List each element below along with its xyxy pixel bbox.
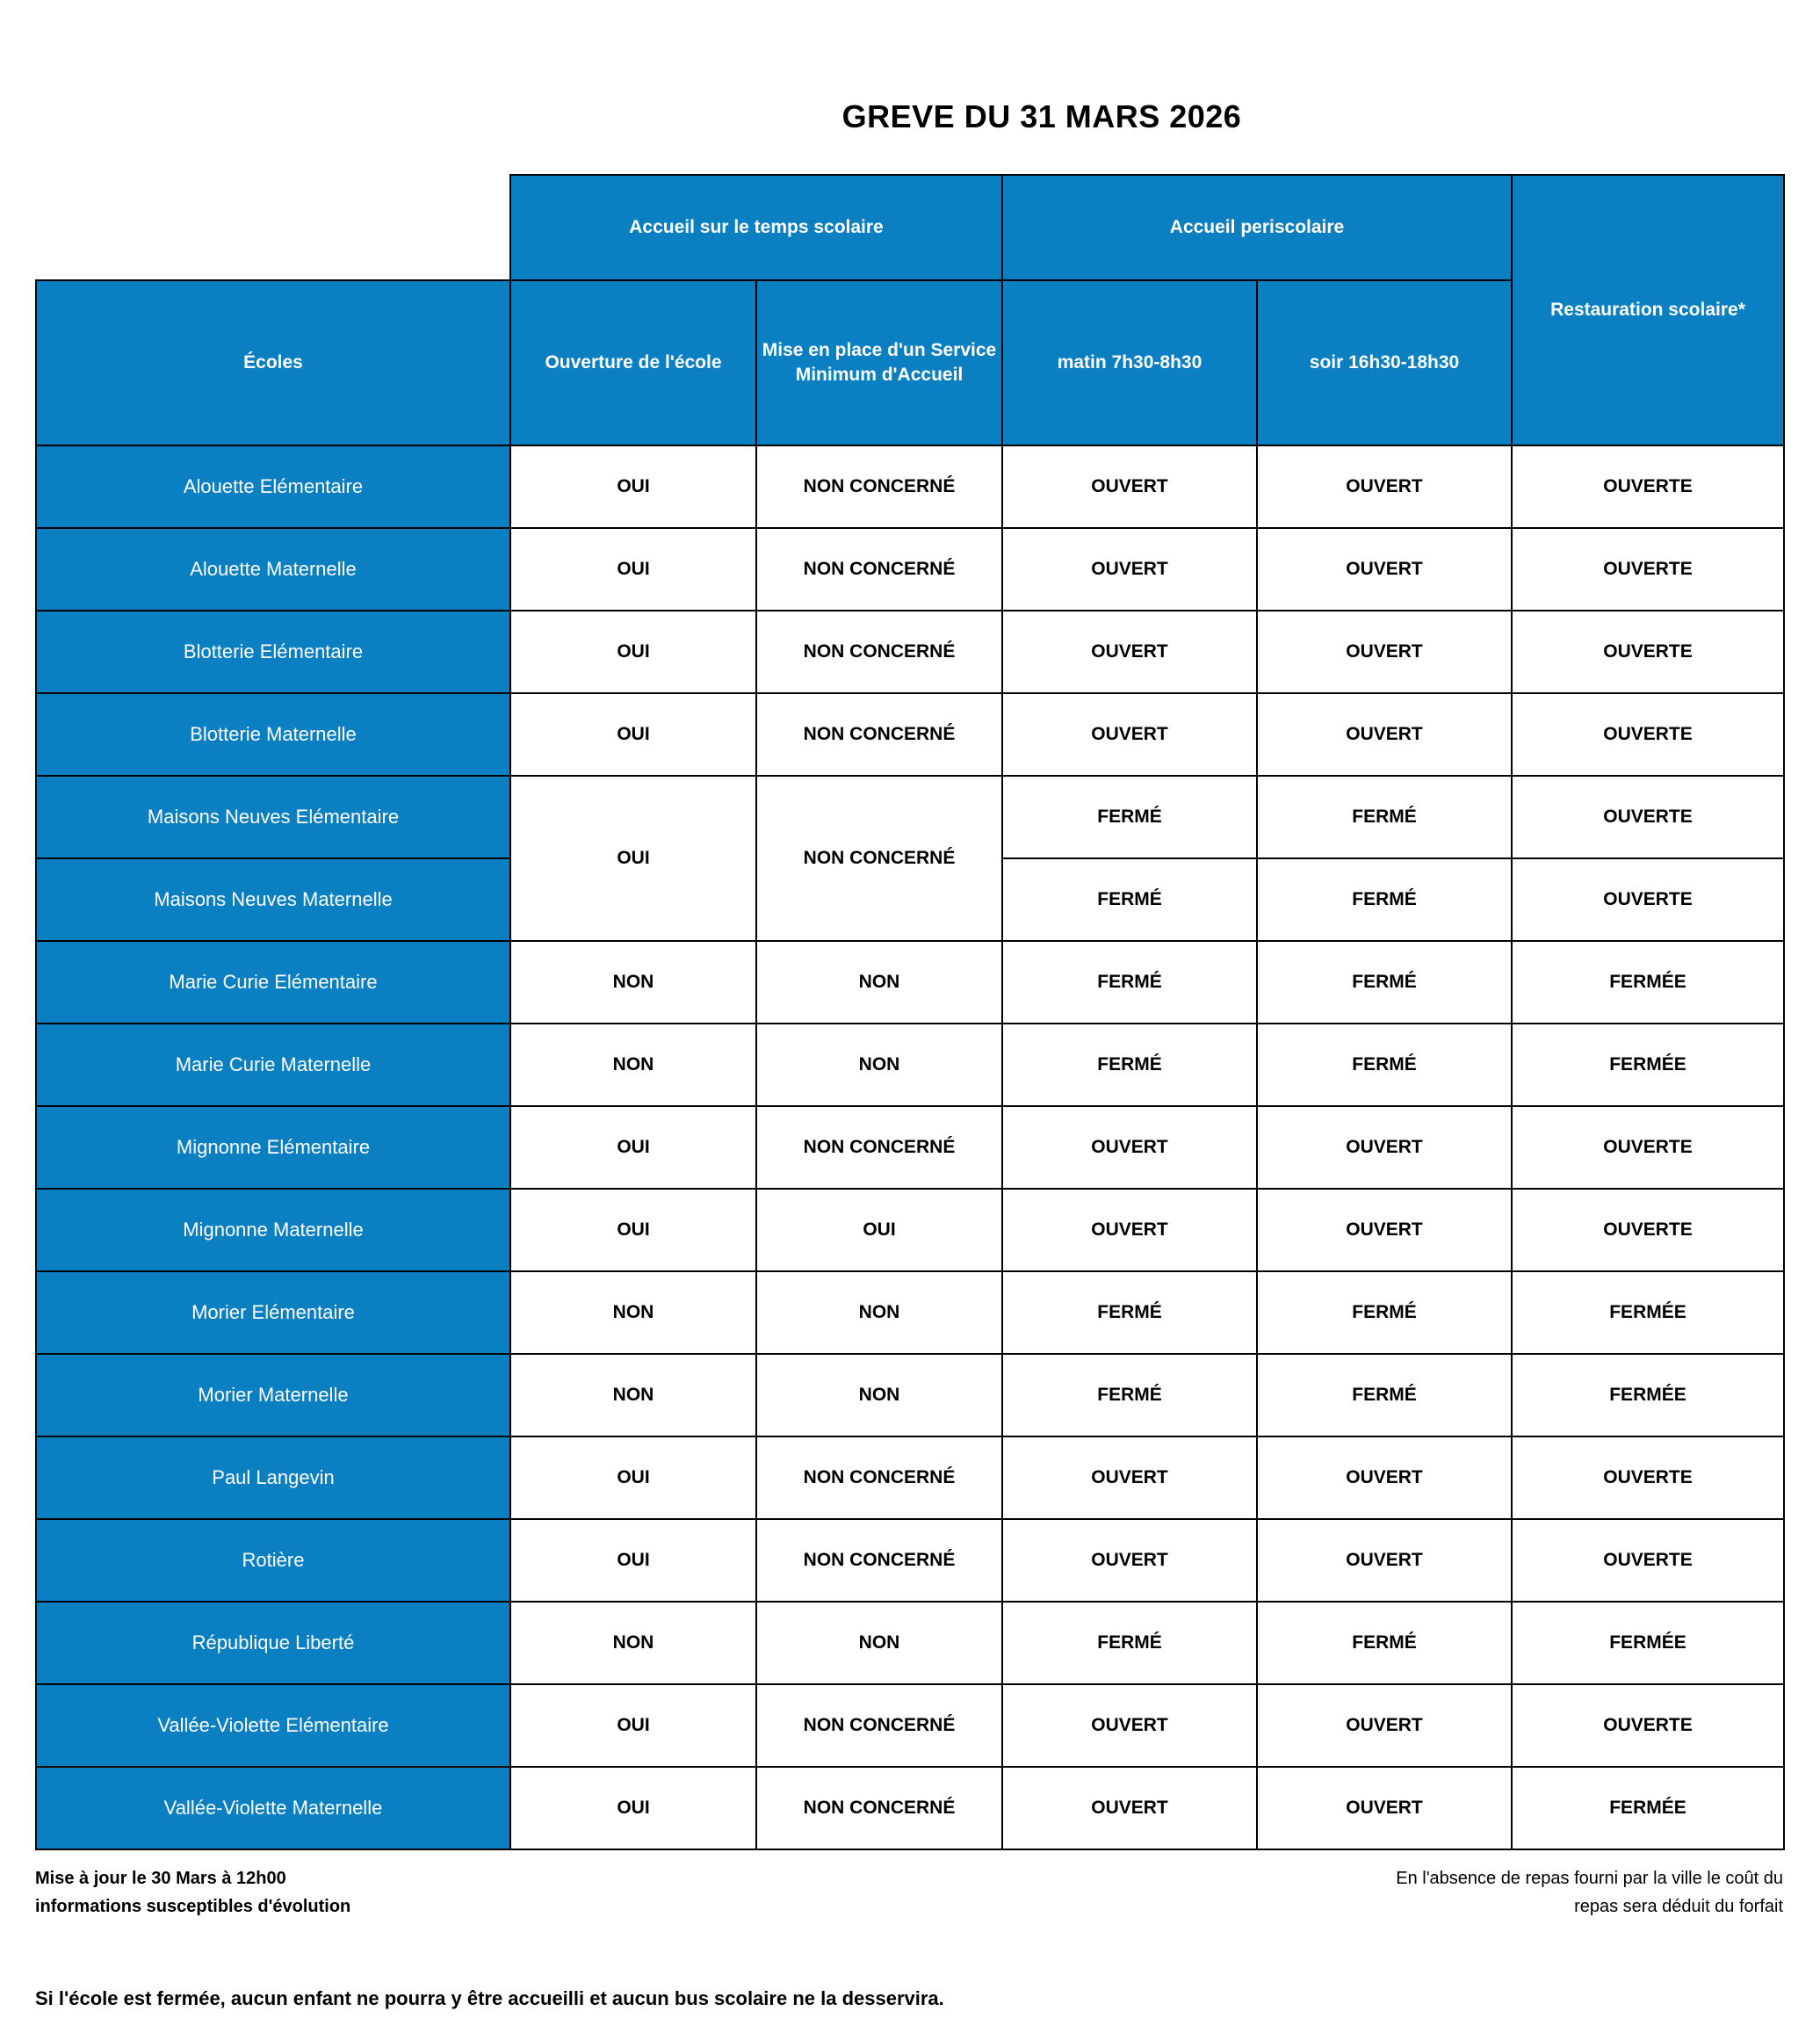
school-name-cell: Blotterie Maternelle — [36, 693, 510, 776]
ouverture-cell: OUI — [510, 1436, 756, 1519]
table-body — [36, 445, 1784, 1849]
matin-cell: FERMÉ — [1002, 1024, 1257, 1106]
school-name-cell: Marie Curie Elémentaire — [36, 941, 510, 1024]
soir-cell: OUVERT — [1257, 611, 1512, 693]
soir-cell: FERMÉ — [1257, 1271, 1512, 1354]
soir-cell: FERMÉ — [1257, 776, 1512, 858]
sma-cell: NON CONCERNÉ — [756, 611, 1002, 693]
table-row — [36, 1684, 1784, 1767]
table-row — [36, 1024, 1784, 1106]
table-footer — [35, 1864, 1783, 1921]
soir-cell: OUVERT — [1257, 528, 1512, 611]
resto-cell: OUVERTE — [1512, 858, 1784, 941]
ouverture-cell: OUI — [510, 445, 756, 528]
school-name-cell: Vallée-Violette Maternelle — [36, 1767, 510, 1849]
sma-cell: NON CONCERNÉ — [756, 1684, 1002, 1767]
table-row — [36, 1189, 1784, 1271]
sma-cell: NON — [756, 1024, 1002, 1106]
ouverture-cell: NON — [510, 1602, 756, 1684]
resto-cell: FERMÉE — [1512, 1271, 1784, 1354]
matin-cell: FERMÉ — [1002, 1271, 1257, 1354]
sma-cell: NON CONCERNÉ — [756, 1519, 1002, 1602]
sma-cell: NON CONCERNÉ — [756, 776, 1002, 941]
ouverture-cell: OUI — [510, 693, 756, 776]
resto-cell: OUVERTE — [1512, 611, 1784, 693]
sma-cell: NON CONCERNÉ — [756, 1436, 1002, 1519]
matin-cell: OUVERT — [1002, 1189, 1257, 1271]
school-name-cell: Mignonne Elémentaire — [36, 1106, 510, 1189]
bottom-note: Si l'école est fermée, aucun enfant ne pourra y être accueilli et aucun bus scolaire ne la desservira. — [35, 1987, 944, 2009]
ouverture-cell: OUI — [510, 776, 756, 941]
header-ecoles: Écoles — [36, 280, 510, 445]
header-matin: matin 7h30-8h30 — [1002, 280, 1257, 445]
sma-cell: NON CONCERNÉ — [756, 1767, 1002, 1849]
soir-cell: OUVERT — [1257, 445, 1512, 528]
ouverture-cell: OUI — [510, 1519, 756, 1602]
resto-cell: FERMÉE — [1512, 1024, 1784, 1106]
resto-cell: FERMÉE — [1512, 1602, 1784, 1684]
school-name-cell: Rotière — [36, 1519, 510, 1602]
matin-cell: FERMÉ — [1002, 858, 1257, 941]
sma-cell: NON CONCERNÉ — [756, 693, 1002, 776]
resto-cell: OUVERTE — [1512, 528, 1784, 611]
school-name-cell: Blotterie Elémentaire — [36, 611, 510, 693]
school-name-cell: Maisons Neuves Elémentaire — [36, 776, 510, 858]
school-name-cell: Mignonne Maternelle — [36, 1189, 510, 1271]
sma-cell: NON — [756, 941, 1002, 1024]
school-name-cell: Morier Elémentaire — [36, 1271, 510, 1354]
resto-cell: OUVERTE — [1512, 1684, 1784, 1767]
ouverture-cell: NON — [510, 941, 756, 1024]
sma-cell: NON — [756, 1602, 1002, 1684]
matin-cell: OUVERT — [1002, 1767, 1257, 1849]
matin-cell: OUVERT — [1002, 1436, 1257, 1519]
ouverture-cell: OUI — [510, 611, 756, 693]
ouverture-cell: NON — [510, 1024, 756, 1106]
restauration-note — [1396, 1864, 1783, 1921]
matin-cell: OUVERT — [1002, 1519, 1257, 1602]
ouverture-cell: OUI — [510, 1684, 756, 1767]
resto-cell: OUVERTE — [1512, 693, 1784, 776]
matin-cell: OUVERT — [1002, 611, 1257, 693]
matin-cell: FERMÉ — [1002, 1602, 1257, 1684]
soir-cell: OUVERT — [1257, 1519, 1512, 1602]
resto-cell: FERMÉE — [1512, 1354, 1784, 1436]
ouverture-cell: NON — [510, 1354, 756, 1436]
school-name-cell: Alouette Elémentaire — [36, 445, 510, 528]
header-soir: soir 16h30-18h30 — [1257, 280, 1512, 445]
update-info — [35, 1864, 350, 1921]
table-row — [36, 445, 1784, 528]
header-spacer — [36, 175, 510, 280]
header-accueil-temps-scolaire: Accueil sur le temps scolaire — [510, 175, 1002, 280]
soir-cell: FERMÉ — [1257, 941, 1512, 1024]
matin-cell: FERMÉ — [1002, 941, 1257, 1024]
sma-cell: NON CONCERNÉ — [756, 1106, 1002, 1189]
table-header-group-row — [36, 175, 1784, 280]
soir-cell: FERMÉ — [1257, 1024, 1512, 1106]
school-name-cell: Marie Curie Maternelle — [36, 1024, 510, 1106]
restauration-note-line-1: En l'absence de repas fourni par la ville le coût du — [1396, 1869, 1783, 1888]
table-row — [36, 776, 1784, 858]
header-service-minimum-accueil: Mise en place d'un Service Minimum d'Accueil — [756, 280, 1002, 445]
table-header — [36, 175, 1784, 445]
resto-cell: OUVERTE — [1512, 1106, 1784, 1189]
ouverture-cell: OUI — [510, 1189, 756, 1271]
table-row — [36, 941, 1784, 1024]
school-name-cell: République Liberté — [36, 1602, 510, 1684]
matin-cell: OUVERT — [1002, 445, 1257, 528]
soir-cell: FERMÉ — [1257, 1602, 1512, 1684]
soir-cell: OUVERT — [1257, 1767, 1512, 1849]
ouverture-cell: OUI — [510, 528, 756, 611]
soir-cell: OUVERT — [1257, 1684, 1512, 1767]
school-name-cell: Paul Langevin — [36, 1436, 510, 1519]
sma-cell: NON CONCERNÉ — [756, 528, 1002, 611]
school-name-cell: Vallée-Violette Elémentaire — [36, 1684, 510, 1767]
matin-cell: OUVERT — [1002, 1684, 1257, 1767]
update-line-2: informations susceptibles d'évolution — [35, 1897, 351, 1916]
table-row — [36, 1436, 1784, 1519]
table-row — [36, 1602, 1784, 1684]
matin-cell: OUVERT — [1002, 693, 1257, 776]
soir-cell: OUVERT — [1257, 1436, 1512, 1519]
matin-cell: FERMÉ — [1002, 1354, 1257, 1436]
matin-cell: OUVERT — [1002, 528, 1257, 611]
resto-cell: OUVERTE — [1512, 776, 1784, 858]
table-row — [36, 693, 1784, 776]
soir-cell: FERMÉ — [1257, 1354, 1512, 1436]
header-accueil-periscolaire: Accueil periscolaire — [1002, 175, 1512, 280]
table-row — [36, 1354, 1784, 1436]
table-row — [36, 528, 1784, 611]
soir-cell: OUVERT — [1257, 1189, 1512, 1271]
table-row — [36, 1767, 1784, 1849]
header-restauration-scolaire: Restauration scolaire* — [1512, 175, 1784, 445]
table-row — [36, 1519, 1784, 1602]
matin-cell: OUVERT — [1002, 1106, 1257, 1189]
restauration-note-line-2: repas sera déduit du forfait — [1574, 1897, 1783, 1916]
sma-cell: OUI — [756, 1189, 1002, 1271]
header-ouverture-ecole: Ouverture de l'école — [510, 280, 756, 445]
table-row — [36, 1271, 1784, 1354]
update-line-1: Mise à jour le 30 Mars à 12h00 — [35, 1869, 286, 1888]
soir-cell: OUVERT — [1257, 693, 1512, 776]
resto-cell: OUVERTE — [1512, 1519, 1784, 1602]
matin-cell: FERMÉ — [1002, 776, 1257, 858]
school-name-cell: Maisons Neuves Maternelle — [36, 858, 510, 941]
resto-cell: OUVERTE — [1512, 1189, 1784, 1271]
resto-cell: FERMÉE — [1512, 1767, 1784, 1849]
sma-cell: NON CONCERNÉ — [756, 445, 1002, 528]
ouverture-cell: NON — [510, 1271, 756, 1354]
table-row — [36, 1106, 1784, 1189]
resto-cell: FERMÉE — [1512, 941, 1784, 1024]
table-row — [36, 611, 1784, 693]
soir-cell: OUVERT — [1257, 1106, 1512, 1189]
strike-schedule-table — [35, 174, 1785, 1850]
resto-cell: OUVERTE — [1512, 1436, 1784, 1519]
sma-cell: NON — [756, 1271, 1002, 1354]
school-name-cell: Alouette Maternelle — [36, 528, 510, 611]
ouverture-cell: OUI — [510, 1106, 756, 1189]
sma-cell: NON — [756, 1354, 1002, 1436]
ouverture-cell: OUI — [510, 1767, 756, 1849]
school-name-cell: Morier Maternelle — [36, 1354, 510, 1436]
soir-cell: FERMÉ — [1257, 858, 1512, 941]
resto-cell: OUVERTE — [1512, 445, 1784, 528]
page-title: GREVE DU 31 MARS 2026 — [841, 98, 1242, 134]
